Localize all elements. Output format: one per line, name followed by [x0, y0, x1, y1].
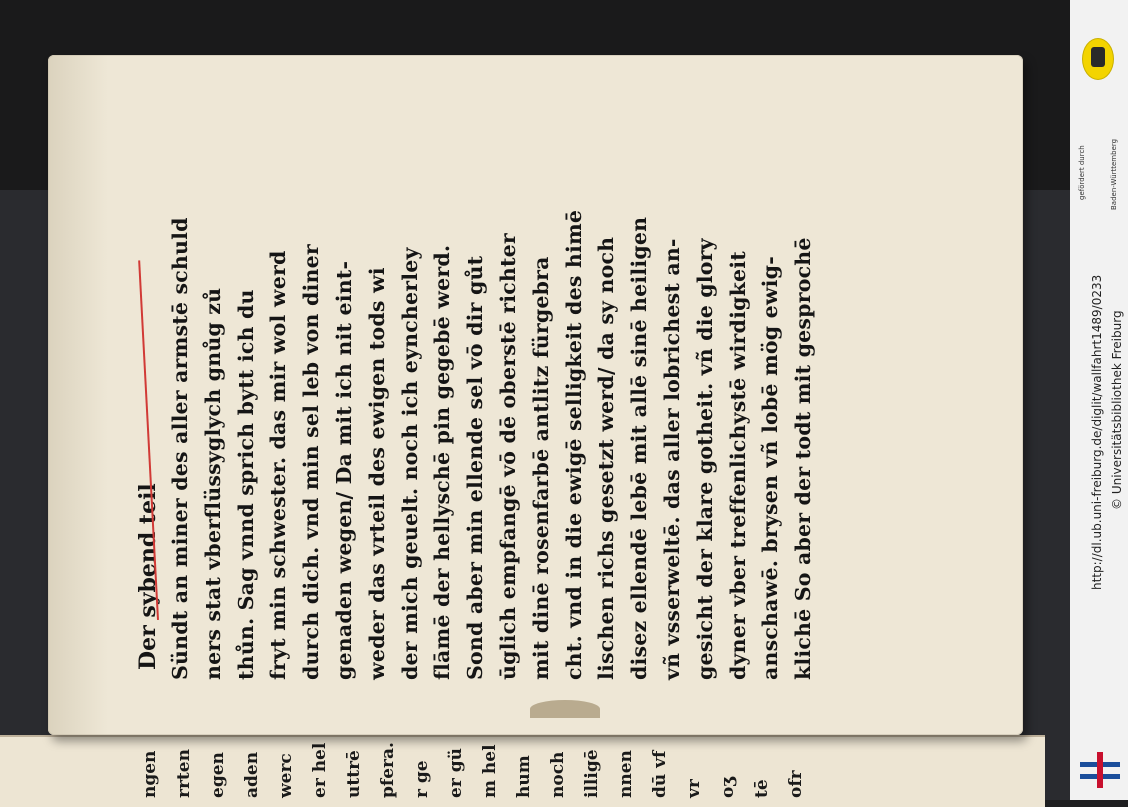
- facing-page-fragment: egen: [208, 752, 228, 798]
- facing-page-fragment: r ge: [412, 760, 432, 798]
- text-line: anschawē. brysen vñ lobē mög ewig-: [758, 256, 783, 680]
- facing-page-fragment: m hel: [480, 744, 500, 798]
- facing-page-fragment: ofr: [786, 770, 806, 798]
- logo-caption-bottom: Baden-Württemberg: [1110, 138, 1118, 210]
- facing-page-fragment: ngen: [140, 750, 160, 798]
- text-line: ūglich empfangē vō dē oberstē richter: [496, 233, 520, 680]
- facing-page-fragment: er gü: [446, 748, 466, 798]
- text-line: mit dinē rosenfarbē antlitz fürgebra: [528, 256, 553, 680]
- text-line: flāmē der hellyschē pin gegebē werd.: [430, 244, 455, 680]
- university-logo-icon: [1080, 752, 1120, 788]
- facing-page-fragment: nnen: [616, 750, 636, 798]
- facing-page-fragment: er hel: [310, 742, 330, 798]
- heading-text: Der sybend teil: [135, 483, 161, 670]
- text-line: thůn. Sag vnnd sprich bytt ich du: [233, 289, 258, 680]
- text-line: genaden wegen/ Da mit ich nit eint-: [332, 260, 356, 680]
- text-line: cht. vnd in die ewigē selligkeit des himē: [561, 209, 586, 680]
- page-text-block: [135, 200, 825, 680]
- text-line: der mich geuelt. noch ich eyncherley: [397, 247, 422, 680]
- text-line: Sündt an miner des aller armstē schuld: [168, 217, 192, 680]
- text-line: Sond aber min ellende sel vō dir gůt: [463, 255, 488, 680]
- text-line: klichē So aber der todt mit gesprochē: [791, 237, 816, 680]
- text-line: disez ellendē lebē mit allē sinē heiligen: [627, 216, 652, 680]
- facing-page-fragment: noch: [548, 751, 568, 798]
- facing-page-fragment: rrten: [174, 749, 194, 798]
- facing-page-fragment: uttrē: [344, 750, 364, 798]
- facing-page-fragment: aden: [242, 751, 262, 798]
- chapter-heading: [135, 483, 165, 670]
- text-line: durch dich. vnd min sel leb von diner: [299, 244, 324, 680]
- copyright-text: © Universitätsbibliothek Freiburg: [1110, 310, 1124, 510]
- text-line: vñ vsserweltē. das aller lobrichest an-: [660, 238, 684, 680]
- text-line: weder das vrteil des ewigen tods wi: [364, 267, 389, 680]
- text-line: fryt min schwester. das mir wol werd: [266, 250, 291, 680]
- facing-page-fragment: pfera.: [378, 742, 398, 798]
- text-line: gesicht der klare gotheit. vñ die glory: [692, 238, 717, 680]
- page-fold: [530, 700, 600, 718]
- facing-page-fragment: illigē: [582, 749, 602, 798]
- facing-page-fragment: hum: [514, 755, 534, 798]
- page-shade: [48, 55, 108, 735]
- text-line: dyner vber treffenlichystē wirdigkeit: [725, 251, 750, 680]
- facing-page-fragment: werc: [276, 753, 296, 798]
- facing-page-fragment: dū vf: [650, 750, 670, 798]
- facing-page-fragment: tē: [752, 779, 772, 798]
- text-line: ners stat vberflüssyglych gnůg zů: [200, 287, 225, 680]
- text-line: lischen richs gesetzt werd/ da sy noch: [594, 236, 619, 680]
- facing-page-fragment: vr: [684, 779, 704, 798]
- url-link[interactable]: http://dl.ub.uni-freiburg.de/diglit/wallfahrt1489/0233: [1090, 274, 1104, 590]
- facing-page-fragment: oʒ: [718, 777, 738, 798]
- logo-caption-top: gefördert durch: [1078, 145, 1086, 200]
